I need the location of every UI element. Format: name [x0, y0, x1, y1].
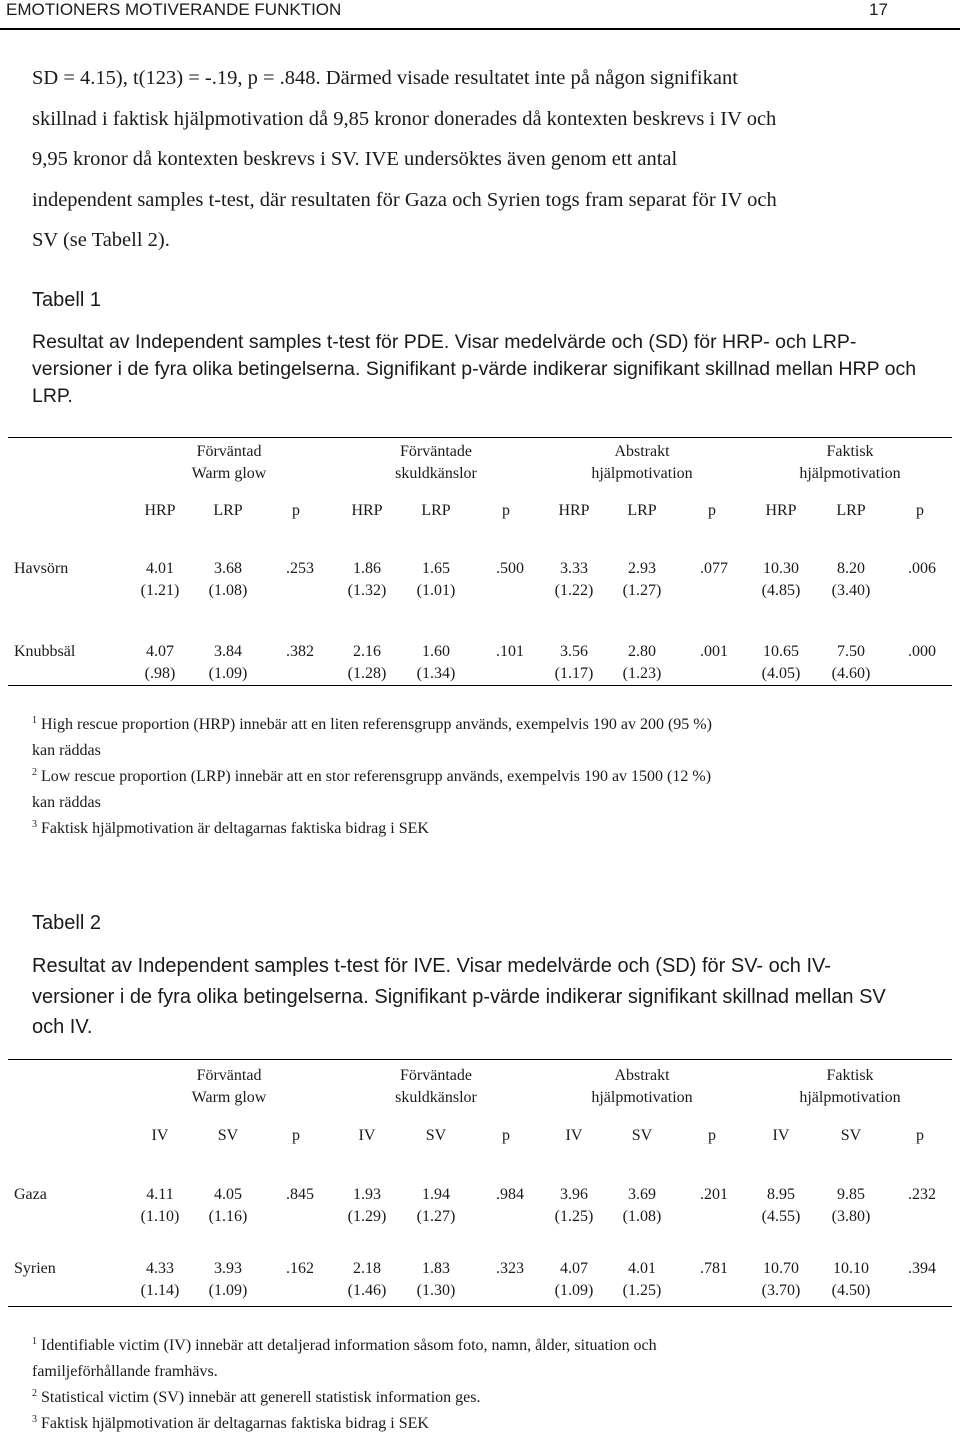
mean-value: 8.95	[767, 1186, 795, 1203]
footnote-text: High rescue proportion (HRP) innebär att en liten referensgrupp används, exempelvis 190 av 200 (95 %)	[37, 716, 712, 733]
column-subheader: p	[708, 502, 716, 519]
column-group-header: hjälpmotivation	[591, 1089, 693, 1106]
table2-footnotes	[32, 1333, 932, 1437]
mean-value: 2.18	[353, 1260, 381, 1277]
column-subheader: p	[292, 1127, 300, 1144]
mean-value: 1.60	[422, 643, 450, 660]
sd-value: (1.28)	[347, 665, 387, 682]
mean-value: 3.69	[628, 1186, 656, 1203]
mean-value: 4.01	[628, 1260, 656, 1277]
table1-top-rule	[8, 437, 952, 438]
sd-value: (1.09)	[554, 1282, 594, 1299]
column-subheader: SV	[840, 1127, 862, 1144]
column-group-header: Förväntade	[400, 1067, 472, 1084]
footnote-number: 3	[32, 1414, 37, 1425]
p-value: .232	[908, 1186, 936, 1203]
column-subheader: SV	[217, 1127, 239, 1144]
sd-value: (1.21)	[140, 582, 180, 599]
sd-value: (.98)	[144, 665, 176, 682]
mean-value: 1.94	[422, 1186, 450, 1203]
column-group-header: Warm glow	[191, 1089, 267, 1106]
column-subheader: LRP	[421, 502, 451, 519]
column-group-header: hjälpmotivation	[591, 465, 693, 482]
footnote-continuation: kan räddas	[32, 742, 101, 759]
sd-value: (3.40)	[831, 582, 871, 599]
sd-value: (1.46)	[347, 1282, 387, 1299]
table2-caption: Resultat av Independent samples t-test för IVE. Visar medelvärde och (SD) för SV- och IV-versioner i de fyra olika betingelserna. Signifikant p-värde indikerar signifikant skillnad mellan SV och IV.	[32, 955, 886, 1038]
mean-value: 10.30	[763, 560, 799, 577]
sd-value: (4.55)	[761, 1208, 801, 1225]
footnote-number: 2	[32, 767, 37, 778]
column-subheader: p	[502, 502, 510, 519]
sd-value: (1.17)	[554, 665, 594, 682]
column-group-header: hjälpmotivation	[799, 1089, 901, 1106]
column-subheader: IV	[772, 1127, 790, 1144]
column-group-header: Abstrakt	[614, 1067, 670, 1084]
column-subheader: HRP	[351, 502, 383, 519]
column-subheader: p	[916, 1127, 924, 1144]
p-value: .984	[496, 1186, 524, 1203]
footnote-continuation: kan räddas	[32, 794, 101, 811]
mean-value: 1.83	[422, 1260, 450, 1277]
column-subheader: LRP	[213, 502, 243, 519]
mean-value: 2.80	[628, 643, 656, 660]
sd-value: (1.25)	[622, 1282, 662, 1299]
column-group-header: Förväntad	[196, 443, 262, 460]
p-value: .201	[700, 1186, 728, 1203]
row-label: Syrien	[14, 1260, 56, 1277]
body-paragraph	[32, 58, 932, 261]
column-subheader: p	[708, 1127, 716, 1144]
body-line: independent samples t-test, där resultaten för Gaza och Syrien togs fram separat för IV och	[32, 188, 777, 211]
column-subheader: HRP	[765, 502, 797, 519]
sd-value: (1.14)	[140, 1282, 180, 1299]
footnote	[32, 816, 932, 842]
sd-value: (1.22)	[554, 582, 594, 599]
mean-value: 1.65	[422, 560, 450, 577]
mean-value: 8.20	[837, 560, 865, 577]
p-value: .323	[496, 1260, 524, 1277]
mean-value: 3.68	[214, 560, 242, 577]
p-value: .162	[286, 1260, 314, 1277]
table2-bottom-rule	[8, 1306, 952, 1307]
body-line: SV (se Tabell 2).	[32, 229, 170, 252]
column-group-header: Förväntade	[400, 443, 472, 460]
p-value: .001	[700, 643, 728, 660]
column-subheader: LRP	[836, 502, 866, 519]
running-header	[0, 0, 960, 38]
sd-value: (4.50)	[831, 1282, 871, 1299]
mean-value: 7.50	[837, 643, 865, 660]
column-group-header: Förväntad	[196, 1067, 262, 1084]
mean-value: 4.01	[146, 560, 174, 577]
mean-value: 4.07	[146, 643, 174, 660]
mean-value: 10.10	[833, 1260, 869, 1277]
column-subheader: IV	[358, 1127, 376, 1144]
row-label: Gaza	[14, 1186, 47, 1203]
header-rule	[0, 28, 960, 30]
row-label: Havsörn	[14, 560, 69, 577]
sd-value: (3.80)	[831, 1208, 871, 1225]
footnote-text: Identifiable victim (IV) innebär att detaljerad information såsom foto, namn, ålder, situation och	[37, 1337, 657, 1354]
column-group-header: Abstrakt	[614, 443, 670, 460]
mean-value: 1.93	[353, 1186, 381, 1203]
p-value: .000	[908, 643, 936, 660]
mean-value: 3.93	[214, 1260, 242, 1277]
sd-value: (1.27)	[416, 1208, 456, 1225]
mean-value: 3.56	[560, 643, 588, 660]
body-line: 9,95 kronor då kontexten beskrevs i SV. IVE undersöktes även genom ett antal	[32, 148, 678, 171]
column-subheader: p	[502, 1127, 510, 1144]
footnote	[32, 764, 932, 790]
column-subheader: LRP	[627, 502, 657, 519]
footnote	[32, 712, 932, 738]
p-value: .394	[908, 1260, 936, 1277]
mean-value: 1.86	[353, 560, 381, 577]
column-group-header: Warm glow	[191, 465, 267, 482]
mean-value: 3.33	[560, 560, 588, 577]
p-value: .006	[908, 560, 936, 577]
mean-value: 10.70	[763, 1260, 799, 1277]
sd-value: (1.30)	[416, 1282, 456, 1299]
column-group-header: skuldkänslor	[395, 1089, 477, 1106]
sd-value: (1.25)	[554, 1208, 594, 1225]
p-value: .077	[700, 560, 728, 577]
sd-value: (1.32)	[347, 582, 387, 599]
sd-value: (4.60)	[831, 665, 871, 682]
sd-value: (1.27)	[622, 582, 662, 599]
footnote-text: Low rescue proportion (LRP) innebär att en stor referensgrupp används, exempelvis 190 av 1500 (12 %)	[37, 768, 712, 785]
sd-value: (1.08)	[208, 582, 248, 599]
table2-label: Tabell 2	[32, 912, 101, 934]
mean-value: 3.96	[560, 1186, 588, 1203]
mean-value: 2.16	[353, 643, 381, 660]
running-header-title: EMOTIONERS MOTIVERANDE FUNKTION	[6, 0, 342, 19]
table1-label: Tabell 1	[32, 289, 101, 311]
body-line: SD = 4.15), t(123) = -.19, p = .848. Därmed visade resultatet inte på någon signifikant	[32, 67, 738, 89]
sd-value: (3.70)	[761, 1282, 801, 1299]
sd-value: (4.05)	[761, 665, 801, 682]
column-group-header: skuldkänslor	[395, 465, 477, 482]
column-subheader: IV	[151, 1127, 169, 1144]
mean-value: 10.65	[763, 643, 799, 660]
mean-value: 4.07	[560, 1260, 588, 1277]
p-value: .845	[286, 1186, 314, 1203]
sd-value: (1.10)	[140, 1208, 180, 1225]
mean-value: 4.05	[214, 1186, 242, 1203]
footnote-text: Statistical victim (SV) innebär att generell statistisk information ges.	[37, 1389, 481, 1406]
sd-value: (4.85)	[761, 582, 801, 599]
p-value: .500	[496, 560, 524, 577]
mean-value: 9.85	[837, 1186, 865, 1203]
column-subheader: p	[292, 502, 300, 519]
column-subheader: SV	[425, 1127, 447, 1144]
sd-value: (1.16)	[208, 1208, 248, 1225]
p-value: .781	[700, 1260, 728, 1277]
column-group-header: hjälpmotivation	[799, 465, 901, 482]
sd-value: (1.09)	[208, 1282, 248, 1299]
table1-caption: Resultat av Independent samples t-test för PDE. Visar medelvärde och (SD) för HRP- och LRP-versioner i de fyra olika betingelserna. Signifikant p-värde indikerar signifikant skillnad mellan HRP och LRP.	[32, 331, 917, 407]
footnote	[32, 1333, 932, 1359]
sd-value: (1.23)	[622, 665, 662, 682]
page-number: 17	[869, 0, 888, 19]
mean-value: 3.84	[214, 643, 242, 660]
column-subheader: HRP	[144, 502, 176, 519]
column-subheader: p	[916, 502, 924, 519]
column-group-header: Faktisk	[826, 1067, 874, 1084]
sd-value: (1.34)	[416, 665, 456, 682]
footnote	[32, 1411, 932, 1437]
p-value: .253	[286, 560, 314, 577]
column-subheader: SV	[631, 1127, 653, 1144]
footnote	[32, 1385, 932, 1411]
footnote-number: 1	[32, 715, 37, 726]
sd-value: (1.01)	[416, 582, 456, 599]
footnote-text: Faktisk hjälpmotivation är deltagarnas faktiska bidrag i SEK	[37, 820, 429, 837]
mean-value: 4.33	[146, 1260, 174, 1277]
sd-value: (1.08)	[622, 1208, 662, 1225]
footnote-number: 1	[32, 1336, 37, 1347]
table2-top-rule	[8, 1059, 952, 1060]
table1-footnotes	[32, 712, 932, 842]
sd-value: (1.29)	[347, 1208, 387, 1225]
sd-value: (1.09)	[208, 665, 248, 682]
footnote-number: 2	[32, 1388, 37, 1399]
footnote-continuation: familjeförhållande framhävs.	[32, 1363, 218, 1380]
row-label: Knubbsäl	[14, 643, 76, 660]
footnote-number: 3	[32, 819, 37, 830]
mean-value: 4.11	[146, 1186, 174, 1203]
body-line: skillnad i faktisk hjälpmotivation då 9,85 kronor donerades då kontexten beskrevs i IV och	[32, 107, 777, 130]
p-value: .382	[286, 643, 314, 660]
column-subheader: HRP	[558, 502, 590, 519]
mean-value: 2.93	[628, 560, 656, 577]
column-group-header: Faktisk	[826, 443, 874, 460]
table1-bottom-rule	[8, 685, 952, 686]
footnote-text: Faktisk hjälpmotivation är deltagarnas faktiska bidrag i SEK	[37, 1415, 429, 1432]
p-value: .101	[496, 643, 524, 660]
column-subheader: IV	[565, 1127, 583, 1144]
